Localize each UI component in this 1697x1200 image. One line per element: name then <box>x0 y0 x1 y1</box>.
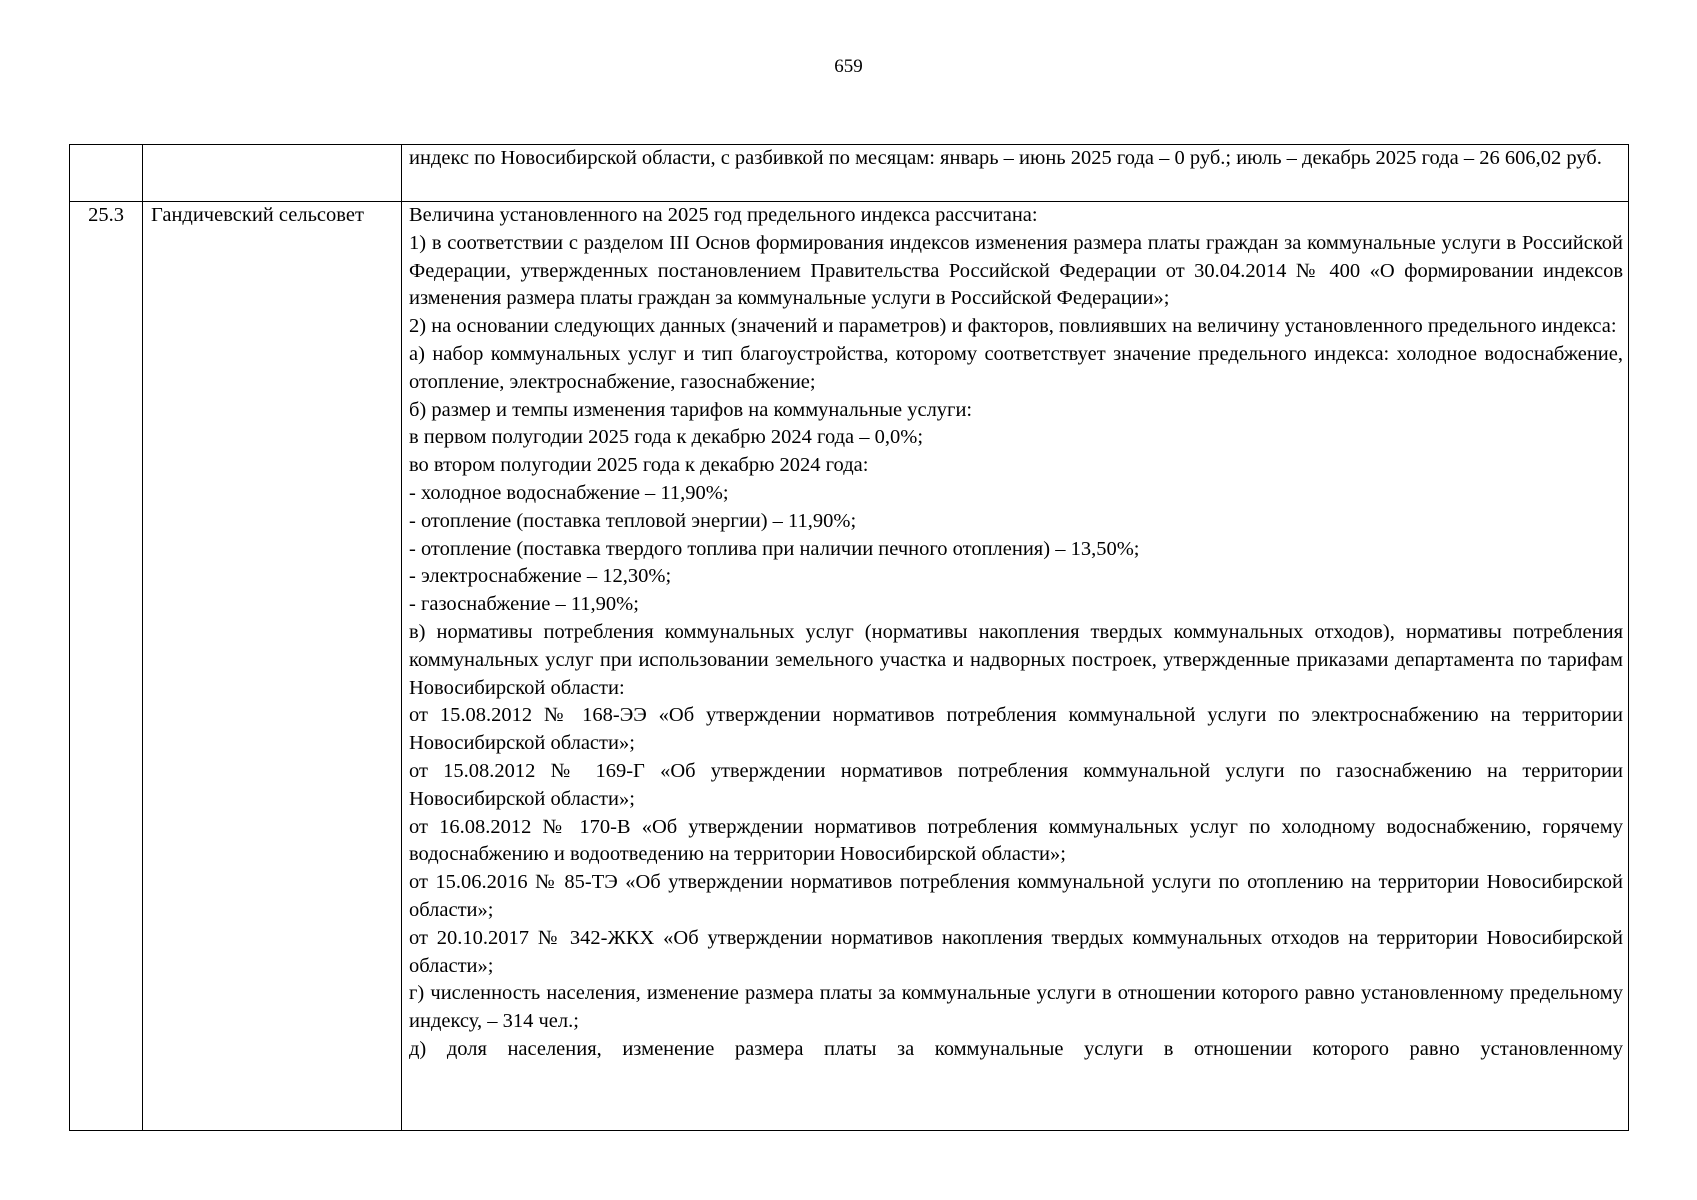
row-number-cell <box>70 145 143 202</box>
paragraph: от 16.08.2012 № 170-В «Об утверждении нормативов потребления коммунальных услуг по холодному водоснабжению, горячему водоснабжению и водоотведению на территории Новосибирской области»; <box>409 815 1623 866</box>
paragraph: д) доля населения, изменение размера платы за коммунальные услуги в отношении которого равно установленному <box>409 1037 1623 1060</box>
paragraph: от 15.08.2012 № 168-ЭЭ «Об утверждении нормативов потребления коммунальной услуги по электроснабжению на территории Новосибирской области»; <box>409 704 1623 755</box>
paragraph: Величина установленного на 2025 год предельного индекса рассчитана: <box>409 204 1038 226</box>
paragraph: от 15.08.2012 № 169-Г «Об утверждении нормативов потребления коммунальной услуги по газоснабжению на территории Новосибирской области»; <box>409 759 1623 810</box>
paragraph: а) набор коммунальных услуг и тип благоустройства, которому соответствует значение предельного индекса: холодное водоснабжение, отопление, электроснабжение, газоснабжение; <box>409 342 1623 393</box>
description-cell <box>402 145 1629 202</box>
paragraph: в первом полугодии 2025 года к декабрю 2024 года – 0,0%; <box>409 426 924 449</box>
paragraph: 1) в соответствии с разделом III Основ формирования индексов изменения размера платы граждан за коммунальные услуги в Российской Федерации, утвержденных постановлением Правительства Российской Федерации от 30.04.2014 № 400 «О формировании индексов изменения размера платы граждан за коммунальные услуги в Российской Федерации»; <box>409 231 1623 310</box>
paragraph: во втором полугодии 2025 года к декабрю 2024 года: <box>409 454 869 477</box>
paragraph: в) нормативы потребления коммунальных услуг (нормативы накопления твердых коммунальных отходов), нормативы потребления коммунальных услуг при использовании земельного участка и надворных построек, утвержденные приказами департамента по тарифам Новосибирской области: <box>409 620 1623 699</box>
paragraph: от 20.10.2017 № 342-ЖКХ «Об утверждении нормативов накопления твердых коммунальных отходов на территории Новосибирской области»; <box>409 926 1623 977</box>
paragraph: 2) на основании следующих данных (значений и параметров) и факторов, повлиявших на величину установленного предельного индекса: <box>409 315 1617 338</box>
paragraph: - холодное водоснабжение – 11,90%; <box>409 481 729 504</box>
paragraph: - отопление (поставка твердого топлива при наличии печного отопления) – 13,50%; <box>409 537 1140 560</box>
paragraph: г) численность населения, изменение размера платы за коммунальные услуги в отношении которого равно установленному предельному индексу, – 314 чел.; <box>409 982 1623 1033</box>
paragraph: индекс по Новосибирской области, с разбивкой по месяцам: январь – июнь 2025 года – 0 руб.; июль – декабрь 2025 года – 26 606,02 руб. <box>409 147 1602 169</box>
document-table <box>69 144 1629 1131</box>
paragraph: б) размер и темпы изменения тарифов на коммунальные услуги: <box>409 398 973 421</box>
municipality-name-cell <box>143 145 402 202</box>
table-row <box>70 202 1629 1131</box>
description-cell <box>402 202 1629 1131</box>
table-row <box>70 145 1629 202</box>
paragraph: - электроснабжение – 12,30%; <box>409 565 672 588</box>
paragraph: - газоснабжение – 11,90%; <box>409 593 639 616</box>
paragraph: - отопление (поставка тепловой энергии) – 11,90%; <box>409 509 857 532</box>
row-number-cell: 25.3 <box>70 202 143 1131</box>
paragraph: от 15.06.2016 № 85-ТЭ «Об утверждении нормативов потребления коммунальной услуги по отоплению на территории Новосибирской области»; <box>409 871 1623 921</box>
municipality-name-cell: Гандичевский сельсовет <box>143 202 402 1131</box>
page-number: 659 <box>834 56 863 77</box>
